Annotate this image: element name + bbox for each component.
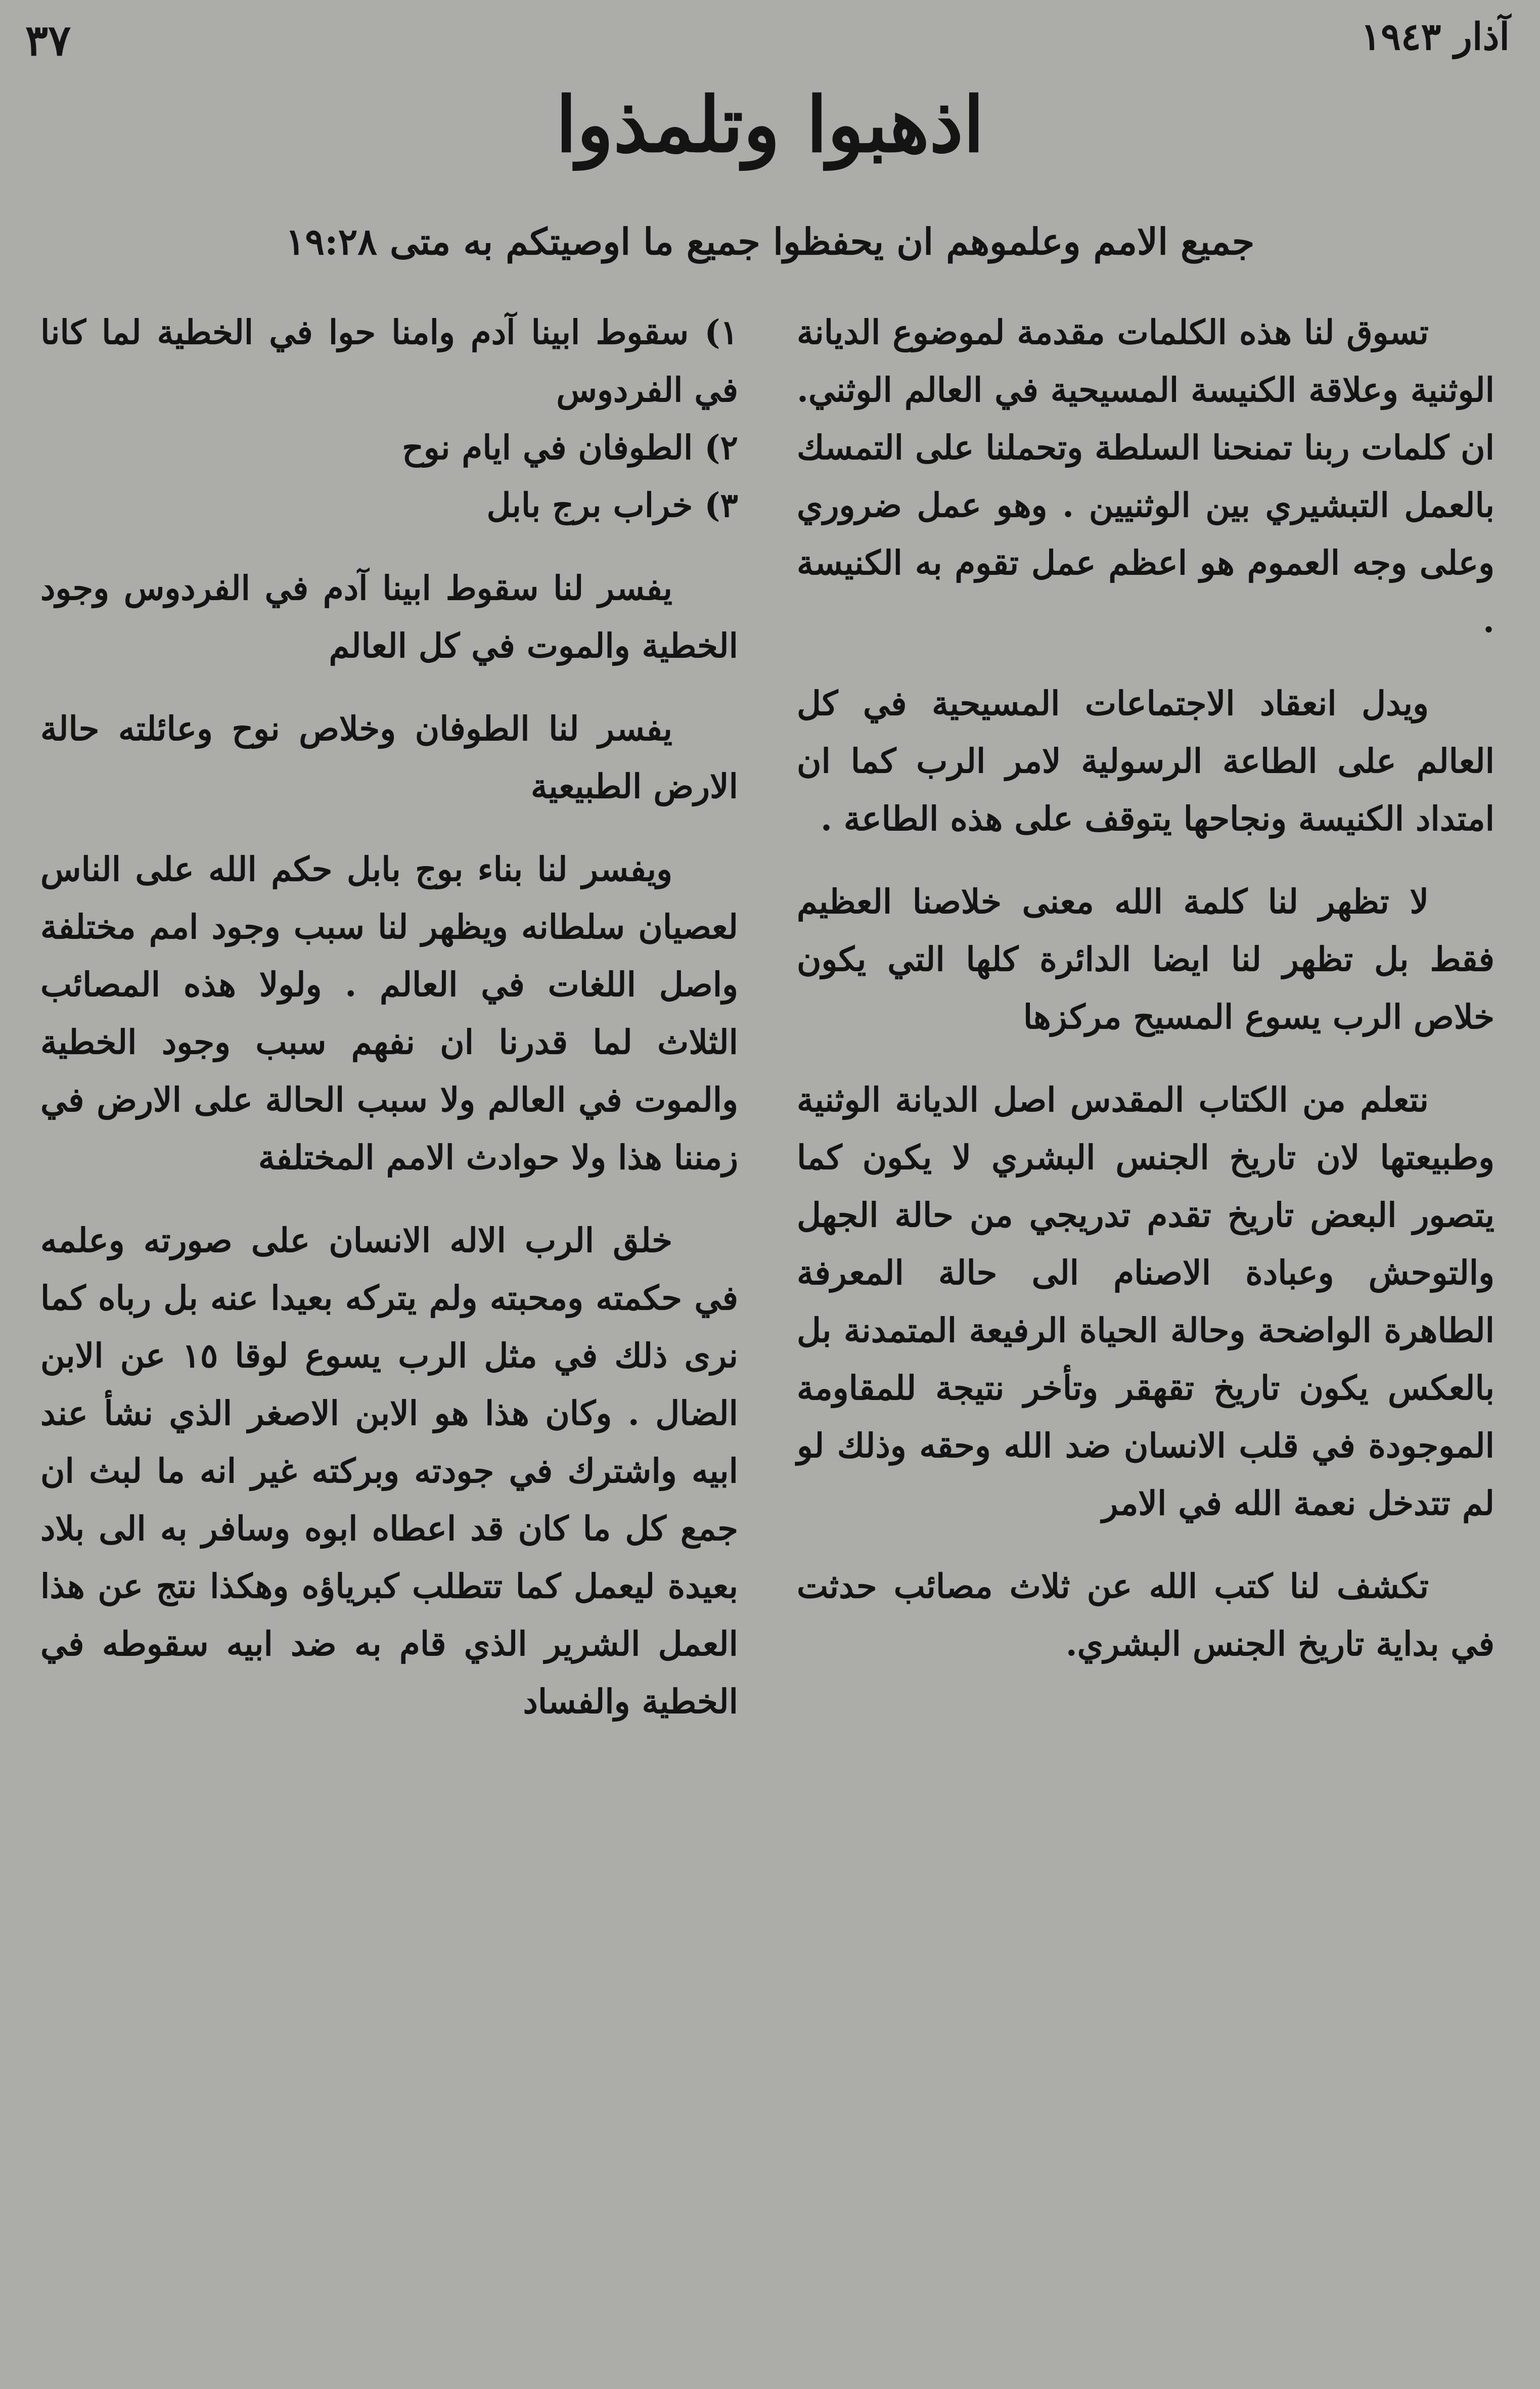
- paragraph: ويفسر لنا بناء بوج بابل حكم الله على الناس لعصيان سلطانه ويظهر لنا سبب وجود امم مختلفة واصل اللغات في العالم . ولولا هذه المصائب الثلاث لما قدرنا ان نفهم سبب وجود الخطية والموت في العالم ولا سبب الحالة على الارض في زمننا هذا ولا حوادث الامم المختلفة: [40, 849, 738, 1177]
- issue-date: آذار ١٩٤٣: [1361, 15, 1510, 59]
- left-column: [40, 303, 738, 1755]
- article-title: اذهبوا وتلمذوا: [556, 80, 984, 169]
- article-subtitle: جميع الامم وعلموهم ان يحفظوا جميع ما اوصيتكم به متى ١٩:٢٨: [285, 220, 1255, 263]
- running-head: [25, 15, 1510, 66]
- paragraph: تكشف لنا كتب الله عن ثلاث مصائب حدثت في بداية تاريخ الجنس البشري.: [797, 1566, 1494, 1663]
- paragraph: خلق الرب الاله الانسان على صورته وعلمه في حكمته ومحبته ولم يتركه بعيدا عنه بل رباه كما نرى ذلك في مثل الرب يسوع لوقا ١٥ عن الابن الضال . وكان هذا هو الابن الاصغر الذي نشأ عند ابيه واشترك في جودته وبركته غير انه ما لبث ان جمع كل ما كان قد اعطاه ابوه وسافر به الى بلاد بعيدة ليعمل كما تتطلب كبرياؤه وهكذا نتج عن هذا العمل الشرير الذي قام به ضد ابيه سقوطه في الخطية والفساد: [40, 1221, 738, 1721]
- paragraph: يفسر لنا الطوفان وخلاص نوح وعائلته حالة الارض الطبيعية: [40, 709, 738, 806]
- list-item: ٢) الطوفان في ايام نوح: [402, 428, 738, 467]
- list-item: ١) سقوط ابينا آدم وامنا حوا في الخطية لما كانا في الفردوس: [40, 312, 738, 410]
- paragraph: نتعلم من الكتاب المقدس اصل الديانة الوثنية وطبيعتها لان تاريخ الجنس البشري لا يكون كما يتصور البعض تاريخ تقدم تدريجي من حالة الجهل والتوحش وعبادة الاصنام الى حالة المعرفة الطاهرة الواضحة وحالة الحياة الرفيعة المتمدنة بل بالعكس يكون تاريخ تقهقر وتأخر نتيجة للمقاومة الموجودة في قلب الانسان ضد الله وحقه وذلك لو لم تتدخل نعمة الله في الامر: [797, 1080, 1494, 1523]
- page-number: ٣٧: [25, 15, 71, 65]
- right-column: [797, 303, 1494, 1698]
- paragraph: ويدل انعقاد الاجتماعات المسيحية في كل العالم على الطاعة الرسولية لامر الرب كما ان امتداد الكنيسة ونجاحها يتوقف على هذه الطاعة .: [797, 684, 1494, 838]
- paragraph: تسوق لنا هذه الكلمات مقدمة لموضوع الديانة الوثنية وعلاقة الكنيسة المسيحية في العالم الوثني. ان كلمات ربنا تمنحنا السلطة وتحملنا على التمسك بالعمل التبشيري بين الوثنيين . وهو عمل ضروري وعلى وجه العموم هو اعظم عمل تقوم به الكنيسة .: [797, 312, 1494, 640]
- paragraph: يفسر لنا سقوط ابينا آدم في الفردوس وجود الخطية والموت في كل العالم: [40, 568, 738, 665]
- list-item: ٣) خراب برج بابل: [486, 485, 738, 525]
- paragraph: لا تظهر لنا كلمة الله معنى خلاصنا العظيم فقط بل تظهر لنا ايضا الدائرة كلها التي يكون خلاص الرب يسوع المسيح مركزها: [797, 882, 1494, 1036]
